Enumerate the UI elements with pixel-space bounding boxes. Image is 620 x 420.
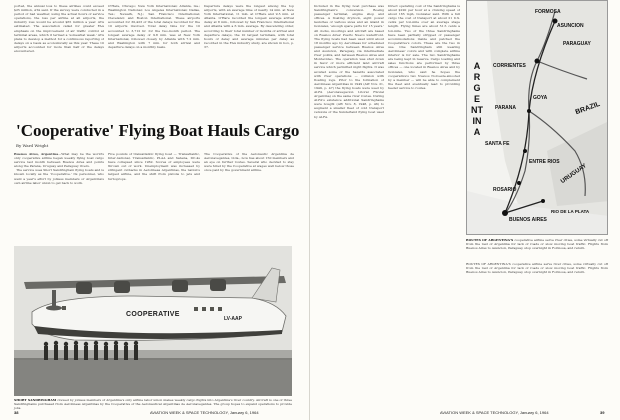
map-label-entre-rios: ENTRE RIOS (529, 159, 560, 165)
route-map (466, 0, 608, 235)
article-paragraph-2: The service uses Short Sandringham flying boats and is known locally as the 'Cooperative.' Its personnel, who went a year's effort by jobless members or Argentina's own airline labor union to get back to work. (14, 168, 104, 185)
dateline: Buenos Aires, Argentina (14, 152, 59, 156)
right-column-2: Direct operating cost of the Sandringhams is about $220 per hour at a cruising speed of about 165 mph, Gonzalez said. With a full cargo the cost of transport at about 21 U.S. cents per ton-mile over an average stage length. Flying times are about 51.5 cents a ton-mile. Two of the three Sandringhams have been partially stripped of passenger accommodations inside and patched the Cooperative's colors. These are the two in use. One Sandringham still wearing Aerolineas' colors and with complete airline interior is for sale. The two Sandringhams are being kept in reserve. Cargo loading and sales functions are performed by three offices — one located in Buenos Aires and by Gonzalez, who said he hopes the cooperative's two Nuevos Noroeste-smooted by a member — will be able to complement the fleet and eventually lead to providing feeder service to routes. (388, 4, 460, 90)
photo-caption-body: crewed by jobless members of Argentina's only airline labor union makes weekly cargo flights into Argentina's river country. Aircraft is one of three Sandringhams purchased from Aerolineas Argentinas by the Cooperative of the Aeronautical Argentinas de Aeronavegantes. The group hopes to expand operations to provide jobs. (14, 398, 292, 411)
right-page (310, 0, 620, 420)
right-footer (600, 410, 604, 415)
hull-lettering: COOPERATIVE (126, 311, 180, 318)
article-headline: 'Cooperative' Flying Boat Hauls Cargo (16, 121, 300, 140)
route-map-graphic (467, 1, 608, 235)
map-label-parana: PARANA (495, 105, 517, 111)
map-label-santa-fe: SANTA FE (485, 141, 510, 147)
article-column-3 (204, 152, 294, 242)
map-label-corrientes: CORRIENTES (493, 63, 526, 69)
map-label-formosa: FORMOSA (535, 9, 561, 15)
article-column-1 (14, 152, 104, 242)
map-caption (466, 238, 608, 250)
map-caption-title: ROUTES OF ARGENTINA'S (466, 238, 514, 242)
right-page-number: 39 (600, 410, 605, 415)
article-column-2 (108, 152, 200, 242)
article-paragraph-4: The Cooperative of the Aeronautic Argentina de Aeronavegantes, Ltda., now has about 150 members and an eye on further routes. Several who decided to stay were hired by the Cooperative at wages well below those once paid by the government airline. (204, 152, 294, 173)
article-lead: —What may be the world's only cooperative airline began weekly flying boat cargo service last month between Buenos Aires and points along the Parana, Uruguay and Paraguay rivers. (14, 152, 104, 169)
right-column-3: ROUTES OF ARGENTINA'S cooperative airline serve river cities, some virtually cut off from the rest of Argentina for lack of roads or slow moving boat traffic. Flights from Buenos Aires to Asuncion, Paraguay, stop overnight in Formosa, and return. (466, 262, 608, 275)
photo-caption-title: SHORT SANDRINGHAM (14, 398, 57, 402)
hull-registration: LV-AAP (224, 316, 242, 322)
photo-caption (14, 398, 292, 410)
flying-boat-photo (14, 246, 292, 396)
right-column-1: Included in the flying boat purchase was Sandringham's conversion. Boeing passenger terminal, engine shop and offices. A floating drydock, eight power launches of various sizes and an island in Gonzalez, 'enough spare parts for 15 years.' All docks, moorings and aircraft are based on Buenos Aires' Puerto Nuevo waterfront. The flying boats had been used until about 18 months ago by Aerolineas for scheduled passenger service between Buenos Aires and Asuncion, Paraguay, via intermediate river points, and between Buenos Aires and Montevideo. The operation was shut down in favor of more efficient land aircraft service which permitted night flights. It was avoided some of the hazards associated with river operations — collision with floating logs. Prior to the formation of Aerolineas Argentinas in 1949 (AW Nov. 21, 1949, p. 47) the flying boats were used by ALFA (Aeronavegacion Litoral Fluvial Argentina) on the same river routes. During ALFA's existence additional Sandringhams were bought (AW Nov. 8, 1948, p. 46) to augment a smaller fleet of cold transport versions of the Sunderland flying boat used by ALFA. (314, 4, 384, 119)
left-running-footer: AVIATION WEEK & SPACE TECHNOLOGY, January 6, 1964 (150, 410, 259, 415)
map-label-argentina: ARGENTINA (471, 61, 483, 137)
map-label-brazil: BRAZIL (574, 100, 602, 117)
map-label-buenos-aires: BUENOS AIRES (509, 217, 547, 223)
map-label-goya: GOYA (533, 95, 548, 101)
flying-boat-illustration (14, 246, 292, 396)
article-paragraph-3: Five pounds of transatlantic flying boat — Transatlantic, Inter-national, Transatlantic, PLAA and Sabena, DC-4s have collapsed since 1962. Scores of employees were thrown out of work. Unemployment was increased by stringent cutbacks in Aerolineas Argentinas, the nation's largest airline, and the shift from pistons to jets and turboprops. (108, 152, 200, 181)
left-footer (14, 410, 18, 415)
map-caption-body: cooperative airline serve river cities, some virtually cut off from the rest of Argentina for lack of roads or slow moving boat traffic. Flights from Buenos Aires to Asuncion, Paraguay, stop overnight in Formosa, and return. (466, 238, 608, 251)
top-middle-column: O'Hare, Chicago; New York International; Atlanta, Ga.; Washington National; Los Angeles International; Dallas, Tex.; Newark, N.J.; San Francisco International; Cleveland; and Boston International. These airports accounted for 30,423 of the total delays recorded for the 10 airports involved. Total delay time for the 10 accounted to 3,712 hr. for the two-month period. The longest average delay of 9.8 min. was at New York International, followed closely by Atlanta with 7.2 min. and Washington with 7 min. for both arrival and departure delays on a monthly basis. (108, 4, 200, 49)
left-page-number: 38 (14, 410, 19, 415)
map-label-rio-de-la-plata: RIO DE LA PLATA (551, 209, 590, 214)
map-label-rosario: ROSARIO (493, 187, 517, 193)
right-running-footer: AVIATION WEEK & SPACE TECHNOLOGY, January 6, 1964 (440, 410, 549, 415)
top-left-column: ported, the annual loss to these airlines could exceed $25 million, ATA said. If the survey were conducted in a period of bad weather, using the actual hours of service operations, the loss per airline at all airports, the industry loss would be around $65 million a year. ATA estimated. The association called for greater FAA emphasis on the improvement of air traffic control at terminal areas, which it termed a 'somewhat weak.' ATA plans to develop a method for a continuous reporting of delays on a basis as economically as this year. These 10 airports accounted for more than half of the delays encountered. (14, 4, 104, 54)
map-label-paraguay: PARAGUAY (563, 41, 591, 47)
article-byline: By Ward Wright (16, 143, 49, 148)
map-label-uruguay: URUGUAY (559, 162, 588, 186)
top-right-column: Departure delays were the longest among the top airports, with an average time of nearly 14 min. at New York International, 11 min. at O'Hare and 9.5 min. at Atlanta. O'Hare recorded the longest average arrival delay at 8 min., followed by San Francisco International and Atlanta with a 6 min. average. By descending order, according to their total number of months of arrival and departure delays, the 10 largest terminals, with total hours of delay and average minutes per delay as recorded in the FAA industry study, are shown in box, p. 37. (204, 4, 294, 49)
map-label-asuncion: ASUNCION (557, 23, 584, 29)
